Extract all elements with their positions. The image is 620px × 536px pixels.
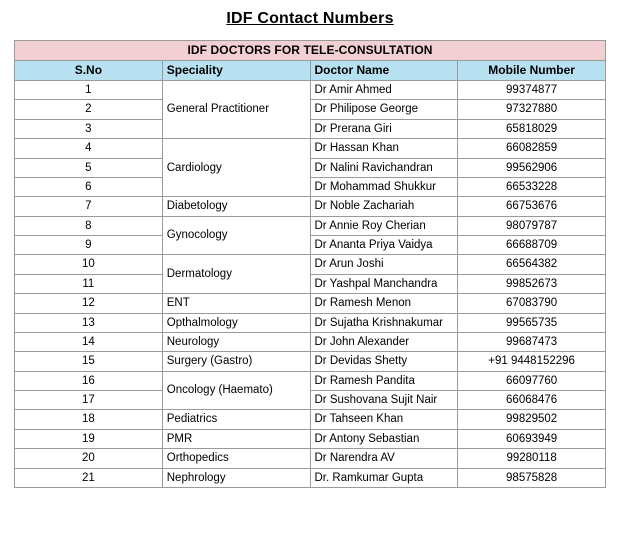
cell-mobile-number: 97327880: [458, 100, 606, 119]
table-row: [15, 177, 606, 196]
table-header: [15, 41, 606, 81]
cell-sno: 9: [15, 236, 163, 255]
column-header-speciality: Speciality: [162, 61, 310, 81]
cell-mobile-number: 99562906: [458, 158, 606, 177]
table-row: [15, 158, 606, 177]
column-header-mobile: Mobile Number: [458, 61, 606, 81]
cell-speciality: PMR: [162, 429, 310, 448]
cell-doctor-name: Dr Annie Roy Cherian: [310, 216, 458, 235]
cell-doctor-name: Dr Amir Ahmed: [310, 81, 458, 100]
cell-doctor-name: Dr Hassan Khan: [310, 139, 458, 158]
cell-mobile-number: 66564382: [458, 255, 606, 274]
cell-speciality: Gynocology: [162, 216, 310, 255]
table-row: [15, 81, 606, 100]
cell-doctor-name: Dr Antony Sebastian: [310, 429, 458, 448]
cell-sno: 10: [15, 255, 163, 274]
cell-speciality: ENT: [162, 294, 310, 313]
cell-mobile-number: 66068476: [458, 391, 606, 410]
cell-mobile-number: 98079787: [458, 216, 606, 235]
cell-speciality: Pediatrics: [162, 410, 310, 429]
cell-speciality: Cardiology: [162, 139, 310, 197]
cell-mobile-number: 99687473: [458, 332, 606, 351]
cell-speciality: Nephrology: [162, 468, 310, 487]
cell-sno: 8: [15, 216, 163, 235]
cell-mobile-number: 65818029: [458, 119, 606, 138]
cell-sno: 5: [15, 158, 163, 177]
cell-speciality: Diabetology: [162, 197, 310, 216]
table-row: [15, 197, 606, 216]
table-row: [15, 352, 606, 371]
cell-speciality: Orthopedics: [162, 449, 310, 468]
contact-table: [14, 40, 606, 488]
cell-speciality: Oncology (Haemato): [162, 371, 310, 410]
cell-mobile-number: 99565735: [458, 313, 606, 332]
column-header-sno: S.No: [15, 61, 163, 81]
banner-row: [15, 41, 606, 61]
table-row: [15, 429, 606, 448]
cell-sno: 14: [15, 332, 163, 351]
cell-sno: 6: [15, 177, 163, 196]
cell-speciality: Dermatology: [162, 255, 310, 294]
cell-doctor-name: Dr Mohammad Shukkur: [310, 177, 458, 196]
page-title: IDF Contact Numbers: [226, 10, 394, 27]
cell-sno: 13: [15, 313, 163, 332]
table-row: [15, 139, 606, 158]
cell-sno: 4: [15, 139, 163, 158]
cell-sno: 19: [15, 429, 163, 448]
table-row: [15, 410, 606, 429]
cell-speciality: Neurology: [162, 332, 310, 351]
table-row: [15, 332, 606, 351]
cell-doctor-name: Dr Tahseen Khan: [310, 410, 458, 429]
cell-mobile-number: 66753676: [458, 197, 606, 216]
column-header-doctor: Doctor Name: [310, 61, 458, 81]
table-row: [15, 391, 606, 410]
cell-doctor-name: Dr Nalini Ravichandran: [310, 158, 458, 177]
cell-sno: 3: [15, 119, 163, 138]
column-header-row: [15, 61, 606, 81]
cell-mobile-number: 60693949: [458, 429, 606, 448]
cell-sno: 11: [15, 274, 163, 293]
cell-doctor-name: Dr Narendra AV: [310, 449, 458, 468]
cell-mobile-number: 66082859: [458, 139, 606, 158]
cell-doctor-name: Dr Prerana Giri: [310, 119, 458, 138]
table-row: [15, 371, 606, 390]
cell-doctor-name: Dr Sujatha Krishnakumar: [310, 313, 458, 332]
cell-speciality: Opthalmology: [162, 313, 310, 332]
table-row: [15, 100, 606, 119]
cell-doctor-name: Dr Sushovana Sujit Nair: [310, 391, 458, 410]
cell-sno: 21: [15, 468, 163, 487]
cell-sno: 17: [15, 391, 163, 410]
table-row: [15, 313, 606, 332]
cell-sno: 2: [15, 100, 163, 119]
table-row: [15, 294, 606, 313]
cell-doctor-name: Dr John Alexander: [310, 332, 458, 351]
cell-sno: 12: [15, 294, 163, 313]
cell-sno: 15: [15, 352, 163, 371]
cell-mobile-number: 66097760: [458, 371, 606, 390]
cell-speciality: General Practitioner: [162, 81, 310, 139]
cell-sno: 20: [15, 449, 163, 468]
cell-mobile-number: +91 9448152296: [458, 352, 606, 371]
cell-speciality: Surgery (Gastro): [162, 352, 310, 371]
cell-mobile-number: 99852673: [458, 274, 606, 293]
table-container: [0, 40, 620, 488]
cell-mobile-number: 99280118: [458, 449, 606, 468]
cell-doctor-name: Dr Devidas Shetty: [310, 352, 458, 371]
cell-doctor-name: Dr Yashpal Manchandra: [310, 274, 458, 293]
cell-doctor-name: Dr Philipose George: [310, 100, 458, 119]
cell-mobile-number: 66533228: [458, 177, 606, 196]
cell-mobile-number: 99829502: [458, 410, 606, 429]
cell-sno: 7: [15, 197, 163, 216]
table-body: [15, 81, 606, 488]
table-row: [15, 255, 606, 274]
table-row: [15, 236, 606, 255]
table-row: [15, 468, 606, 487]
cell-doctor-name: Dr Ananta Priya Vaidya: [310, 236, 458, 255]
cell-doctor-name: Dr Ramesh Pandita: [310, 371, 458, 390]
table-row: [15, 274, 606, 293]
cell-mobile-number: 99374877: [458, 81, 606, 100]
cell-sno: 1: [15, 81, 163, 100]
cell-doctor-name: Dr Arun Joshi: [310, 255, 458, 274]
cell-doctor-name: Dr Noble Zachariah: [310, 197, 458, 216]
table-row: [15, 119, 606, 138]
cell-mobile-number: 67083790: [458, 294, 606, 313]
table-row: [15, 449, 606, 468]
cell-doctor-name: Dr. Ramkumar Gupta: [310, 468, 458, 487]
cell-mobile-number: 66688709: [458, 236, 606, 255]
table-row: [15, 216, 606, 235]
cell-mobile-number: 98575828: [458, 468, 606, 487]
table-banner: IDF DOCTORS FOR TELE-CONSULTATION: [15, 41, 606, 61]
cell-sno: 16: [15, 371, 163, 390]
cell-doctor-name: Dr Ramesh Menon: [310, 294, 458, 313]
cell-sno: 18: [15, 410, 163, 429]
